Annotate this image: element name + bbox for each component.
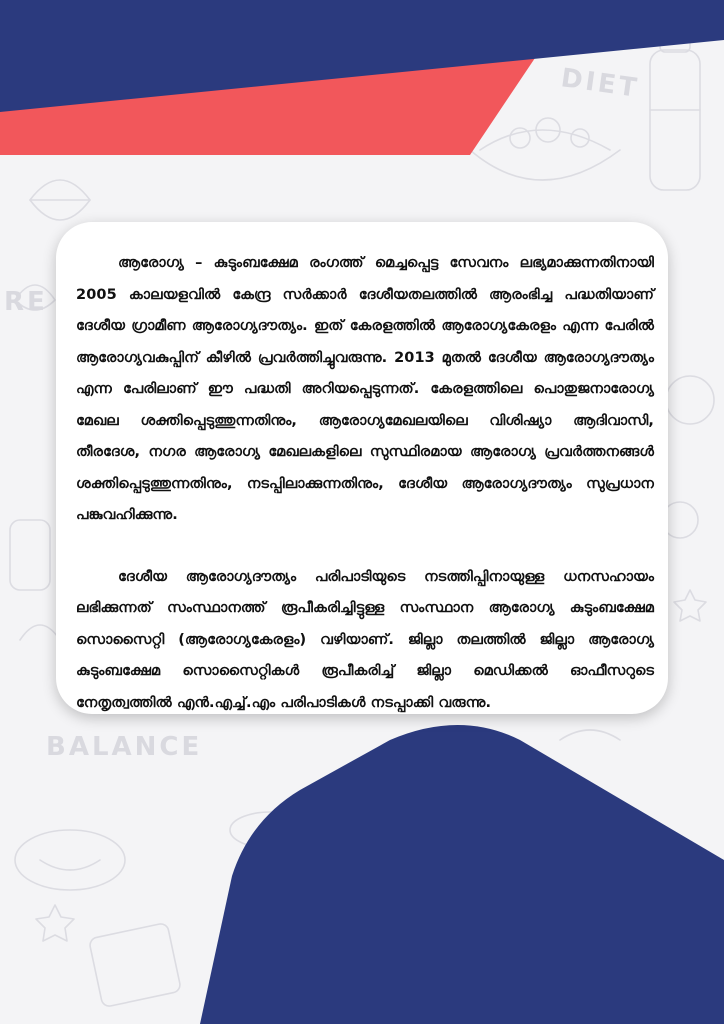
top-banner [0, 0, 724, 170]
doodle-word-re: RE [4, 287, 48, 317]
content-card [56, 222, 668, 714]
bottom-navy-shape [0, 700, 724, 1024]
doodle-word-diet: DIET [559, 63, 642, 104]
doodle-word-balance: BALANCE [46, 732, 203, 762]
paragraph-nhm-intro: ആരോഗ്യ – കുടുംബക്ഷേമ രംഗത്ത് മെച്ചപ്പെട്ട സേവനം ലഭ്യമാക്കുന്നതിനായി 2005 കാലയളവിൽ കേന്ദ്ര സർക്കാർ ദേശീയതലത്തിൽ ആരംഭിച്ച പദ്ധതിയാണ് ദേശീയ ഗ്രാമീണ ആരോഗ്യദൗത്യം. ഇത് കേരളത്തിൽ ആരോഗ്യകേരളം എന്ന പേരിൽ ആരോഗ്യവകുപ്പിന് കീഴിൽ പ്രവർത്തിച്ചുവരുന്നു. 2013 മുതൽ ദേശീയ ആരോഗ്യദൗത്യം എന്ന പേരിലാണ് ഈ പദ്ധതി അറിയപ്പെടുന്നത്. കേരളത്തിലെ പൊതുജനാരോഗ്യ മേഖല ശക്തിപ്പെടുത്തുന്നതിനും, ആരോഗ്യമേഖലയിലെ വിശിഷ്യാ ആദിവാസി, തീരദേശ, നഗര ആരോഗ്യ മേഖലകളിലെ സുസ്ഥിരമായ ആരോഗ്യ പ്രവർത്തനങ്ങൾ ശക്തിപ്പെടുത്തുന്നതിനും, നടപ്പിലാക്കുന്നതിനും, ദേശീയ ആരോഗ്യദൗത്യം സുപ്രധാന പങ്കുവഹിക്കുന്നു. [76, 255, 654, 523]
paragraph-nhm-funding: ദേശീയ ആരോഗ്യദൗത്യം പരിപാടിയുടെ നടത്തിപ്പിനായുള്ള ധനസഹായം ലഭിക്കുന്നത് സംസ്ഥാനത്ത് രൂപീകരിച്ചിട്ടുള്ള സംസ്ഥാന ആരോഗ്യ കുടുംബക്ഷേമ സൊസൈറ്റി (ആരോഗ്യകേരളം) വഴിയാണ്. ജില്ലാ തലത്തിൽ ജില്ലാ ആരോഗ്യ കുടുംബക്ഷേമ സൊസൈറ്റികൾ രൂപീകരിച്ച് ജില്ലാ മെഡിക്കൽ ഓഫീസറുടെ നേതൃത്വത്തിൽ എൻ.എച്ച്.എം പരിപാടികൾ നടപ്പാക്കി വരുന്നു. [76, 568, 654, 711]
